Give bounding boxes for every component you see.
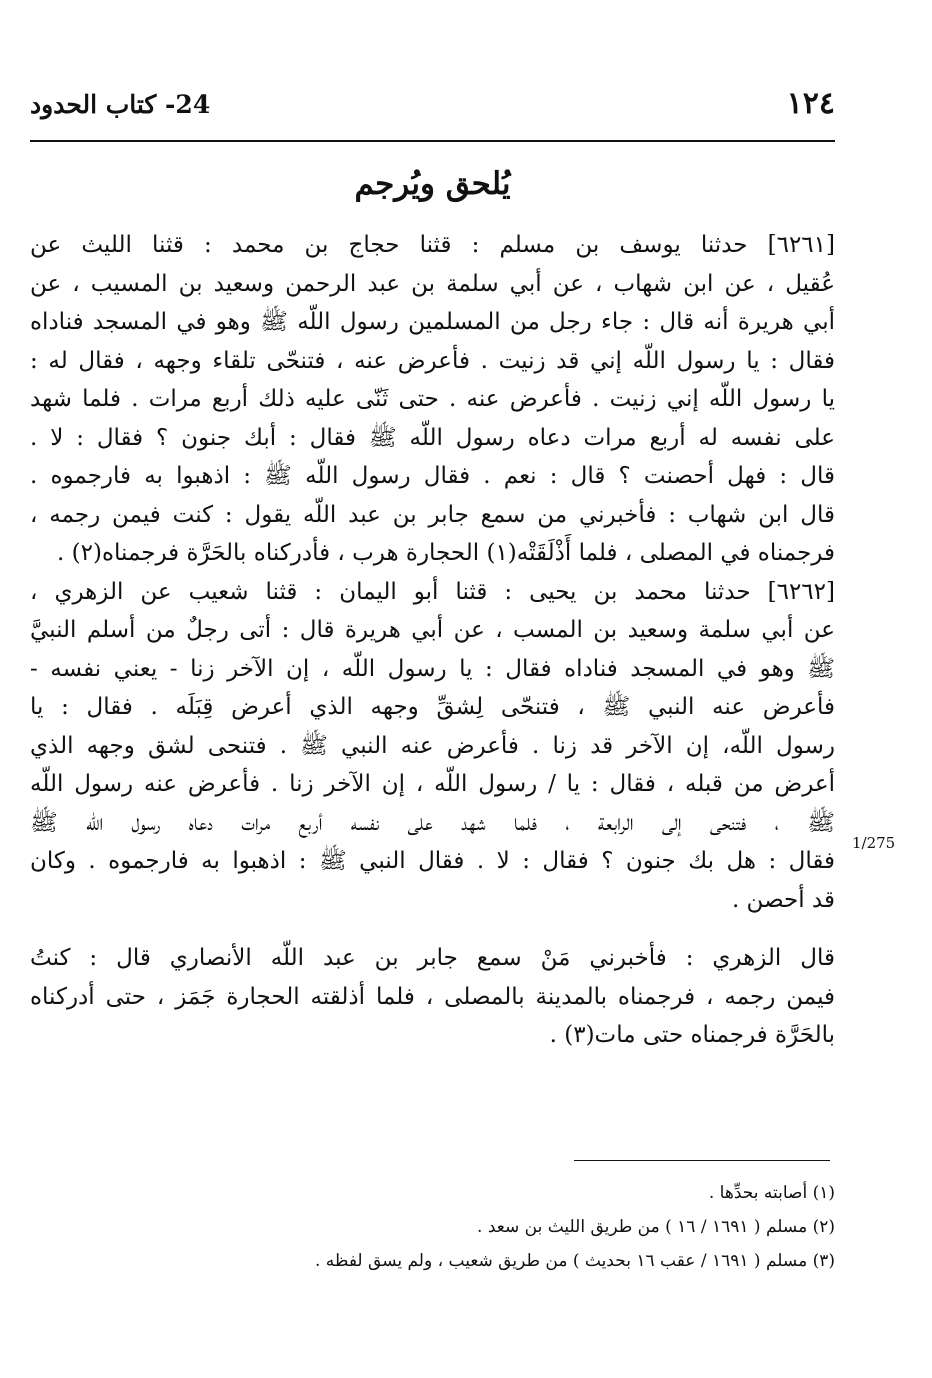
text-line: فقال : يا رسول اللّه إني قد زنيت . فأعرض عنه ، فتنحّى تلقاء وجهه ، فقال له : xyxy=(30,347,835,374)
paragraph-gap xyxy=(30,919,835,939)
text-line: [٦٢٦١] حدثنا يوسف بن مسلم : قثنا حجاج بن محمد : قثنا الليث عن xyxy=(30,232,835,258)
text-line: فقال : هل بك جنون ؟ فقال : لا . فقال النبي ﷺ : اذهبوا به فارجموه . وكان xyxy=(30,848,835,874)
text-line: [٦٢٦٢] حدثنا محمد بن يحيى : قثنا أبو اليمان : قثنا شعيب عن الزهري ، xyxy=(30,578,835,605)
text-line: قال الزهري : فأخبرني مَنْ سمع جابر بن عبد اللّه الأنصاري قال : كنتُ xyxy=(30,945,835,971)
manuscript-folio-note: 1/275 xyxy=(852,834,896,852)
text-line: فأعرض عنه النبي ﷺ ، فتنحّى لِشقِّ وجهه الذي أعرض قِبَلَه . فقال : يا xyxy=(30,694,835,720)
text-line: عُقيل ، عن ابن شهاب ، عن أبي سلمة بن عبد الرحمن وسعيد بن المسيب ، عن xyxy=(30,270,835,297)
text-line: رسول اللّه، إن الآخر قد زنا . فأعرض عنه النبي ﷺ . فتنحى لشق وجهه الذي xyxy=(30,732,835,759)
text-line: قد أحصن . xyxy=(731,886,835,913)
text-line: ﷺ وهو في المسجد فناداه فقال : يا رسول اللّه ، إن الآخر زنا - يعني نفسه - xyxy=(30,655,835,682)
page-number: ١٢٤ xyxy=(786,86,835,121)
text-line: يا رسول اللّه إني زنيت . فأعرض عنه . حتى ثَنّى عليه ذلك أربع مرات . فلما شهد xyxy=(30,386,835,412)
text-line: قال : فهل أحصنت ؟ قال : نعم . فقال رسول اللّه ﷺ : اذهبوا به فارجموه . xyxy=(30,463,835,489)
footnote: (٢) مسلم ( ١٦٩١ / ١٦ ) من طريق الليث بن سعد . xyxy=(477,1217,835,1237)
main-text xyxy=(30,226,835,1055)
text-line: عن أبي سلمة وسعيد بن المسب ، عن أبي هريرة قال : أتى رجلٌ من أسلم النبيَّ xyxy=(30,617,835,643)
page-header xyxy=(30,82,835,128)
text-line: فرجمناه في المصلى ، فلما أَذْلَقَتْه(١) الحجارة هرب ، فأدركناه بالحَرَّة فرجمناه(٢) . xyxy=(57,540,835,566)
text-line: أبي هريرة أنه قال : جاء رجل من المسلمين رسول اللّه ﷺ وهو في المسجد فناداه xyxy=(30,309,835,335)
text-line: أعرض من قبله ، فقال : يا / رسول اللّه ، إن الآخر زنا . فأعرض عنه رسول اللّه xyxy=(30,771,835,797)
text-line: قال ابن شهاب : فأخبرني من سمع جابر بن عبد اللّه يقول : كنت فيمن رجمه ، xyxy=(30,501,835,528)
header-rule xyxy=(30,140,835,142)
footnote: (٣) مسلم ( ١٦٩١ / عقب ١٦ بحديث ) من طريق شعيب ، ولم يسق لفظه . xyxy=(314,1251,835,1271)
chapter-title: يُلحق ويُرجم xyxy=(354,166,511,202)
footnotes xyxy=(30,1176,835,1278)
footnote-rule xyxy=(574,1160,830,1161)
book-title: 24- كتاب الحدود xyxy=(30,90,211,119)
footnote: (١) أصابته بحدِّها . xyxy=(708,1183,835,1203)
text-line: ﷺ ، فتنحى إلى الرابعة ، فلما شهد على نفسه أربع مرات دعاه رسول اللّه ﷺ xyxy=(30,809,835,836)
text-line: على نفسه له أربع مرات دعاه رسول اللّه ﷺ فقال : أبك جنون ؟ فقال : لا . xyxy=(30,424,835,451)
text-line: بالحَرَّة فرجمناه حتى مات(٣) . xyxy=(549,1022,835,1048)
text-line: فيمن رجمه ، فرجمناه بالمدينة بالمصلى ، فلما أذلقته الحجارة جَمَز ، حتى أدركناه xyxy=(30,983,835,1010)
